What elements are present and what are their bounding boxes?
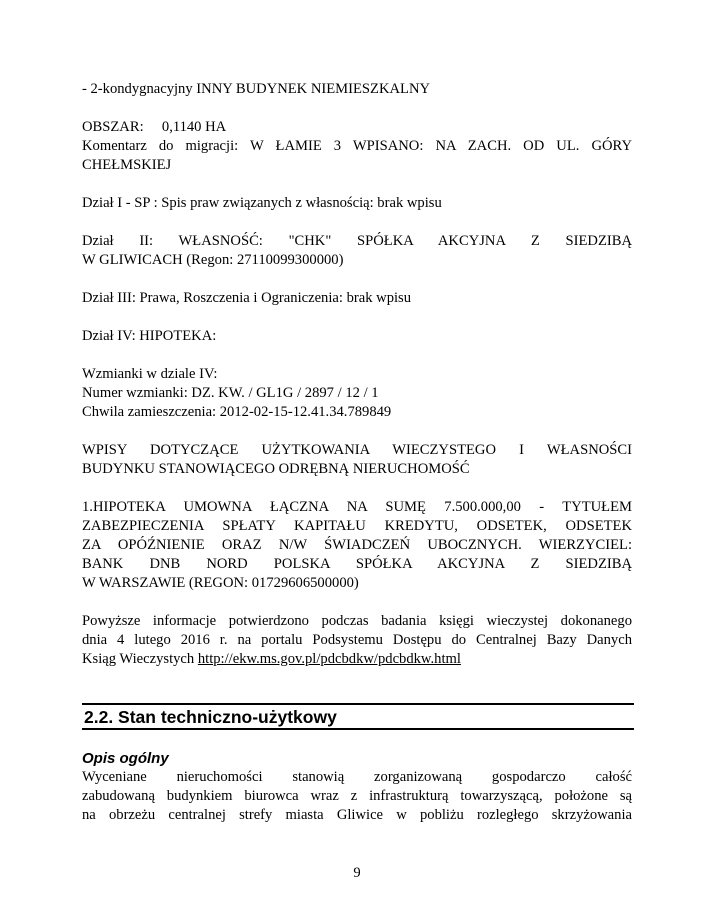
description-line-2: zabudowaną budynkiem biurowca wraz z infrastrukturą towarzyszącą, położone są: [82, 788, 632, 804]
building-line: - 2-kondygnacyjny INNY BUDYNEK NIEMIESZKALNY: [82, 81, 431, 97]
wpisy-line-1: WPISY DOTYCZĄCE UŻYTKOWANIA WIECZYSTEGO I WŁASNOŚCI: [82, 442, 632, 458]
dzial-2-line-2: W GLIWICACH (Regon: 27110099300000): [82, 252, 344, 268]
description-paragraph: [82, 768, 632, 825]
hipoteka-line-5: W WARSZAWIE (REGON: 01729606500000): [82, 575, 359, 591]
dzial-4: Dział IV: HIPOTEKA:: [82, 328, 217, 344]
confirmation-line-2: dnia 4 lutego 2016 r. na portalu Podsystemu Dostępu do Centralnej Bazy Danych: [82, 632, 632, 648]
komentarz-line-2: CHEŁMSKIEJ: [82, 157, 172, 173]
obszar-label: OBSZAR:: [82, 119, 144, 135]
section-heading: 2.2. Stan techniczno-użytkowy: [84, 707, 337, 727]
wzmianki-line-3: Chwila zamieszczenia: 2012-02-15-12.41.34.789849: [82, 404, 392, 420]
description-line-3: na obrzeżu centralnej strefy miasta Gliwice w pobliżu rozległego skrzyżowania: [82, 807, 632, 823]
confirmation-prefix: Ksiąg Wieczystych: [82, 651, 198, 667]
document-body: [82, 80, 632, 669]
dzial-2-line-1: Dział II: WŁASNOŚĆ: "CHK" SPÓŁKA AKCYJNA Z SIEDZIBĄ: [82, 233, 632, 249]
confirmation-line-1: Powyższe informacje potwierdzono podczas badania księgi wieczystej dokonanego: [82, 613, 632, 629]
dzial-1: Dział I - SP : Spis praw związanych z własnością: brak wpisu: [82, 195, 442, 211]
section-heading-box: [82, 703, 634, 730]
confirmation-line-3: [82, 650, 632, 669]
hipoteka-line-4: BANK DNB NORD POLSKA SPÓŁKA AKCYJNA Z SIEDZIBĄ: [82, 556, 632, 572]
wzmianki-line-1: Wzmianki w dziale IV:: [82, 366, 218, 382]
obszar-value: 0,1140 HA: [161, 119, 227, 135]
wpisy-line-2: BUDYNKU STANOWIĄCEGO ODRĘBNĄ NIERUCHOMOŚĆ: [82, 461, 470, 477]
hipoteka-line-3: ZA OPÓŹNIENIE ORAZ N/W ŚWIADCZEŃ UBOCZNYCH. WIERZYCIEL:: [82, 537, 632, 553]
dzial-3: Dział III: Prawa, Roszczenia i Ograniczenia: brak wpisu: [82, 290, 412, 306]
subheading-opis-ogolny: Opis ogólny: [82, 750, 169, 767]
page-number: 9: [353, 865, 361, 881]
hipoteka-line-2: ZABEZPIECZENIA SPŁATY KAPITAŁU KREDYTU, ODSETEK, ODSETEK: [82, 518, 632, 534]
komentarz-line-1: Komentarz do migracji: W ŁAMIE 3 WPISANO: NA ZACH. OD UL. GÓRY: [82, 138, 632, 154]
obszar-line: [82, 118, 632, 137]
ekw-portal-link[interactable]: http://ekw.ms.gov.pl/pdcbdkw/pdcbdkw.html: [197, 651, 461, 667]
hipoteka-line-1: 1.HIPOTEKA UMOWNA ŁĄCZNA NA SUMĘ 7.500.000,00 - TYTUŁEM: [82, 499, 632, 515]
description-line-1: Wyceniane nieruchomości stanowią zorganizowaną gospodarczo całość: [82, 769, 632, 785]
wzmianki-line-2: Numer wzmianki: DZ. KW. / GL1G / 2897 / 12 / 1: [82, 385, 379, 401]
